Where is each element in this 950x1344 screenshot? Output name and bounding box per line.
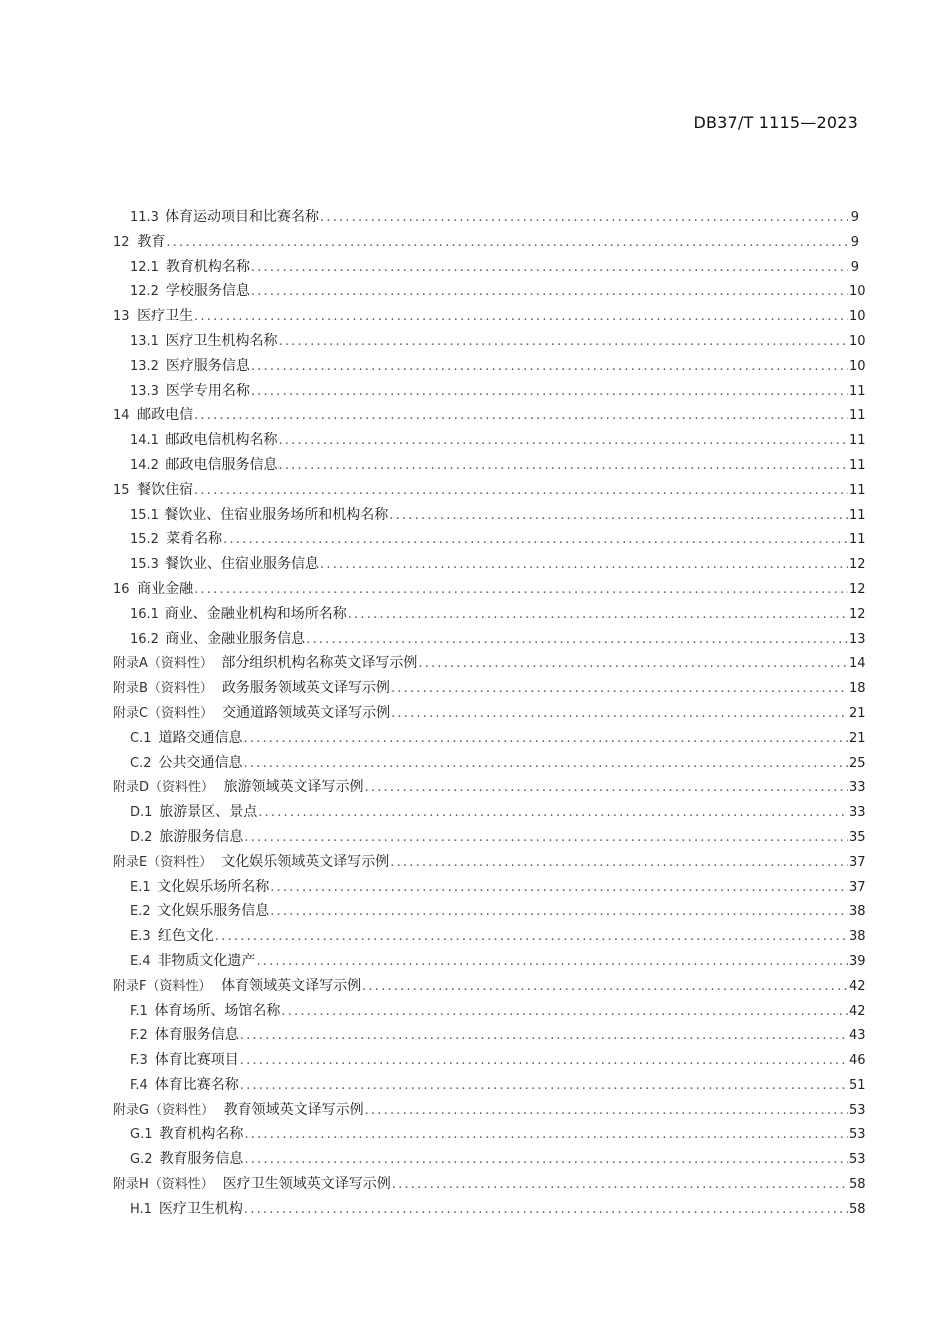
toc-entry-title: 教育机构名称: [165, 258, 250, 275]
toc-entry-title: 菜肴名称: [166, 531, 223, 548]
toc-entry-number: 13.2: [130, 358, 159, 374]
toc-entry-number: 附录H（资料性）: [113, 1177, 214, 1193]
toc-entry-page: 18: [849, 681, 866, 697]
toc-dot-leader: [194, 305, 848, 330]
toc-entry-title: 交通道路领域英文译写示例: [222, 704, 391, 721]
toc-entry[interactable]: [113, 726, 866, 751]
toc-entry-number: 16: [113, 581, 130, 597]
toc-dot-leader: [348, 603, 848, 628]
toc-entry-page: 11: [849, 482, 866, 498]
toc-dot-leader: [418, 652, 848, 677]
toc-entry-page: 13: [849, 631, 866, 647]
toc-dot-leader: [194, 479, 848, 504]
toc-dot-leader: [166, 231, 848, 256]
toc-entry-page: 46: [849, 1053, 866, 1069]
toc-entry-page: 39: [849, 953, 866, 969]
toc-entry-page: 10: [849, 309, 866, 325]
toc-dot-leader: [389, 504, 848, 529]
toc-entry[interactable]: [113, 1098, 866, 1123]
toc-entry-number: 12.2: [130, 284, 159, 300]
toc-entry-number: H.1: [130, 1201, 152, 1217]
toc-entry[interactable]: [113, 676, 866, 701]
toc-entry[interactable]: [113, 1048, 866, 1073]
toc-entry[interactable]: [113, 775, 866, 800]
toc-entry[interactable]: [113, 453, 866, 478]
toc-entry-page: 33: [849, 805, 866, 821]
toc-entry-number: 12: [113, 234, 130, 250]
toc-entry-title: 医疗卫生领域英文译写示例: [222, 1176, 391, 1193]
toc-dot-leader: [270, 900, 848, 925]
toc-entry-title: 道路交通信息: [158, 729, 243, 746]
toc-entry[interactable]: [113, 850, 866, 875]
toc-entry-number: E.1: [130, 879, 151, 895]
toc-dot-leader: [194, 404, 848, 429]
toc-entry-title: 教育: [137, 233, 166, 250]
toc-entry-page: 12: [849, 557, 866, 573]
toc-entry-page: 33: [849, 780, 866, 796]
toc-entry[interactable]: [113, 577, 866, 602]
toc-entry-number: 附录D（资料性）: [113, 780, 215, 796]
toc-entry[interactable]: [113, 403, 866, 428]
toc-entry[interactable]: [113, 552, 866, 577]
toc-dot-leader: [194, 578, 848, 603]
toc-entry-number: E.4: [130, 953, 151, 969]
toc-dot-leader: [251, 280, 848, 305]
toc-dot-leader: [391, 702, 848, 727]
toc-entry-title: 文化娱乐领域英文译写示例: [221, 853, 390, 870]
toc-dot-leader: [215, 925, 848, 950]
toc-dot-leader: [365, 1099, 848, 1124]
table-of-contents: [113, 205, 866, 1222]
toc-entry-title: 餐饮业、住宿业服务场所和机构名称: [164, 506, 389, 523]
toc-dot-leader: [365, 776, 848, 801]
toc-entry-number: 附录G（资料性）: [113, 1102, 215, 1118]
toc-entry-page: 11: [849, 532, 866, 548]
toc-entry-number: F.2: [130, 1028, 148, 1044]
toc-entry-title: 体育比赛项目: [154, 1052, 239, 1069]
toc-entry-page: 11: [849, 433, 866, 449]
toc-dot-leader: [279, 330, 848, 355]
toc-entry-number: 附录C（资料性）: [113, 705, 214, 721]
toc-entry-page: 11: [849, 408, 866, 424]
toc-entry-number: 附录A（资料性）: [113, 656, 213, 672]
toc-dot-leader: [223, 528, 848, 553]
toc-entry[interactable]: [113, 974, 866, 999]
toc-entry-number: C.1: [130, 730, 152, 746]
toc-entry-page: 21: [849, 730, 866, 746]
toc-entry[interactable]: [113, 1073, 866, 1098]
toc-entry-page: 58: [849, 1177, 866, 1193]
toc-entry-number: 11.3: [130, 210, 159, 225]
toc-entry-title: 学校服务信息: [165, 283, 250, 300]
toc-dot-leader: [240, 1049, 848, 1074]
toc-entry-page: 42: [849, 978, 866, 994]
toc-entry-number: F.1: [130, 1003, 148, 1019]
toc-entry-number: E.3: [130, 929, 151, 945]
toc-entry-number: E.2: [130, 904, 151, 920]
toc-entry-page: 10: [849, 284, 866, 300]
toc-entry-page: 38: [849, 929, 866, 945]
toc-entry[interactable]: [113, 329, 866, 354]
toc-entry[interactable]: [113, 701, 866, 726]
toc-entry-page: 35: [849, 829, 866, 845]
toc-dot-leader: [320, 206, 848, 231]
toc-entry-title: 邮政电信机构名称: [165, 432, 278, 449]
toc-entry-title: 医疗服务信息: [165, 357, 250, 374]
toc-entry[interactable]: [113, 651, 866, 676]
toc-entry-number: 14.1: [130, 433, 159, 449]
toc-entry-number: 16.2: [130, 631, 159, 647]
toc-entry-title: 体育运动项目和比赛名称: [165, 209, 320, 225]
toc-entry-title: 餐饮业、住宿业服务信息: [165, 556, 320, 573]
toc-entry-number: 附录F（资料性）: [113, 978, 212, 994]
toc-entry[interactable]: [113, 279, 866, 304]
toc-entry-number: 附录B（资料性）: [113, 681, 213, 697]
toc-entry-number: 15.3: [130, 557, 159, 573]
toc-dot-leader: [244, 1198, 848, 1223]
toc-entry-number: D.2: [130, 829, 153, 845]
toc-entry-title: 文化娱乐服务信息: [157, 903, 270, 920]
toc-entry-page: 12: [849, 606, 866, 622]
toc-entry-number: G.2: [130, 1152, 153, 1168]
toc-entry[interactable]: [113, 304, 866, 329]
toc-entry[interactable]: [113, 428, 866, 453]
toc-dot-leader: [243, 752, 848, 777]
toc-entry-title: 教育服务信息: [159, 1151, 244, 1168]
toc-entry-title: 体育场所、场馆名称: [154, 1002, 281, 1019]
toc-entry[interactable]: [113, 1023, 866, 1048]
toc-dot-leader: [281, 1000, 848, 1025]
toc-entry-title: 商业、金融业服务信息: [165, 630, 306, 647]
toc-entry-page: 14: [849, 656, 866, 672]
toc-dot-leader: [243, 727, 848, 752]
toc-entry-page: 51: [849, 1077, 866, 1093]
toc-dot-leader: [251, 256, 848, 281]
toc-entry[interactable]: [113, 751, 866, 776]
toc-entry-title: 旅游领域英文译写示例: [223, 779, 364, 796]
toc-entry-number: C.2: [130, 755, 152, 771]
toc-dot-leader: [240, 1024, 848, 1049]
toc-entry-title: 红色文化: [157, 928, 214, 945]
toc-entry-page: 21: [849, 705, 866, 721]
toc-entry-number: 13.1: [130, 333, 159, 349]
toc-entry-title: 商业、金融业机构和场所名称: [164, 605, 347, 622]
toc-dot-leader: [244, 1148, 848, 1173]
toc-entry-title: 医疗卫生机构: [158, 1200, 243, 1217]
toc-dot-leader: [390, 851, 848, 876]
toc-entry[interactable]: [113, 899, 866, 924]
toc-dot-leader: [362, 975, 848, 1000]
toc-entry-title: 体育比赛名称: [154, 1076, 239, 1093]
toc-entry-page: 53: [849, 1152, 866, 1168]
toc-entry-title: 教育机构名称: [159, 1126, 244, 1143]
toc-entry-title: 邮政电信服务信息: [165, 456, 278, 473]
toc-entry-number: F.3: [130, 1053, 148, 1069]
toc-entry-title: 体育领域英文译写示例: [221, 977, 362, 994]
toc-entry-page: 10: [849, 358, 866, 374]
toc-entry[interactable]: [113, 503, 866, 528]
toc-entry[interactable]: [113, 230, 859, 255]
toc-entry-page: 43: [849, 1028, 866, 1044]
toc-entry[interactable]: [113, 205, 859, 230]
toc-entry-title: 医疗卫生: [137, 308, 194, 325]
toc-entry-title: 文化娱乐场所名称: [157, 878, 270, 895]
toc-entry[interactable]: [113, 924, 866, 949]
toc-dot-leader: [270, 876, 848, 901]
toc-entry-number: 15.1: [130, 507, 159, 523]
toc-entry-number: 13.3: [130, 383, 159, 399]
toc-dot-leader: [244, 1123, 848, 1148]
toc-dot-leader: [240, 1074, 848, 1099]
toc-entry-number: 15.2: [130, 532, 159, 548]
toc-dot-leader: [251, 380, 848, 405]
toc-dot-leader: [251, 355, 848, 380]
toc-entry-number: 13: [113, 309, 130, 325]
toc-entry-page: 12: [849, 581, 866, 597]
toc-entry[interactable]: [113, 527, 866, 552]
toc-entry-title: 旅游服务信息: [159, 828, 244, 845]
toc-entry-page: 11: [849, 507, 866, 523]
toc-entry-title: 体育服务信息: [154, 1027, 239, 1044]
toc-entry[interactable]: [113, 875, 866, 900]
toc-entry-title: 非物质文化遗产: [157, 952, 256, 969]
toc-dot-leader: [258, 801, 848, 826]
toc-entry-number: F.4: [130, 1077, 148, 1093]
toc-entry-title: 餐饮住宿: [137, 481, 194, 498]
toc-entry-number: 附录E（资料性）: [113, 854, 213, 870]
toc-entry-page: 53: [849, 1102, 866, 1118]
toc-entry-title: 部分组织机构名称英文译写示例: [221, 655, 418, 672]
toc-entry[interactable]: [113, 949, 866, 974]
document-code: DB37/T 1115—2023: [693, 113, 858, 132]
toc-entry-number: 14: [113, 408, 130, 424]
toc-entry[interactable]: [113, 478, 866, 503]
toc-entry-title: 教育领域英文译写示例: [223, 1101, 364, 1118]
toc-dot-leader: [392, 1173, 848, 1198]
toc-dot-leader: [279, 454, 848, 479]
toc-entry-number: 16.1: [130, 606, 159, 622]
toc-entry-page: 11: [849, 383, 866, 399]
toc-entry-title: 医学专用名称: [165, 382, 250, 399]
toc-dot-leader: [256, 950, 848, 975]
toc-entry[interactable]: [113, 1197, 866, 1222]
toc-entry[interactable]: [113, 255, 859, 280]
toc-entry-number: D.1: [130, 805, 153, 821]
toc-entry-number: 15: [113, 482, 130, 498]
toc-entry-page: 9: [850, 259, 859, 275]
toc-entry-page: 37: [849, 879, 866, 895]
toc-entry[interactable]: [113, 1147, 866, 1172]
toc-entry-page: 25: [849, 755, 866, 771]
toc-entry-page: 42: [849, 1003, 866, 1019]
toc-dot-leader: [320, 553, 848, 578]
toc-entry-page: 37: [849, 854, 866, 870]
toc-entry[interactable]: [113, 627, 866, 652]
toc-entry[interactable]: [113, 602, 866, 627]
toc-entry-title: 旅游景区、景点: [159, 804, 258, 821]
toc-dot-leader: [391, 677, 848, 702]
toc-entry-page: 53: [849, 1127, 866, 1143]
toc-entry[interactable]: [113, 825, 866, 850]
toc-dot-leader: [306, 628, 848, 653]
toc-entry-page: 38: [849, 904, 866, 920]
toc-entry[interactable]: [113, 1122, 866, 1147]
toc-entry-page: 58: [849, 1201, 866, 1217]
toc-entry[interactable]: [113, 379, 866, 404]
toc-entry-page: 9: [850, 234, 859, 250]
toc-entry-number: G.1: [130, 1127, 153, 1143]
toc-entry-page: 11: [849, 457, 866, 473]
toc-entry[interactable]: [113, 354, 866, 379]
toc-entry-number: 12.1: [130, 259, 159, 275]
toc-entry-title: 商业金融: [137, 580, 194, 597]
toc-entry-title: 公共交通信息: [158, 754, 243, 771]
toc-entry-page: 10: [849, 333, 866, 349]
toc-entry[interactable]: [113, 999, 866, 1024]
toc-entry[interactable]: [113, 1172, 866, 1197]
toc-entry-number: 14.2: [130, 457, 159, 473]
toc-dot-leader: [279, 429, 848, 454]
toc-entry-page: 9: [850, 210, 859, 225]
toc-entry-title: 政务服务领域英文译写示例: [221, 680, 390, 697]
toc-dot-leader: [244, 826, 848, 851]
toc-entry-title: 医疗卫生机构名称: [165, 332, 278, 349]
toc-entry-title: 邮政电信: [137, 407, 194, 424]
toc-entry[interactable]: [113, 800, 866, 825]
